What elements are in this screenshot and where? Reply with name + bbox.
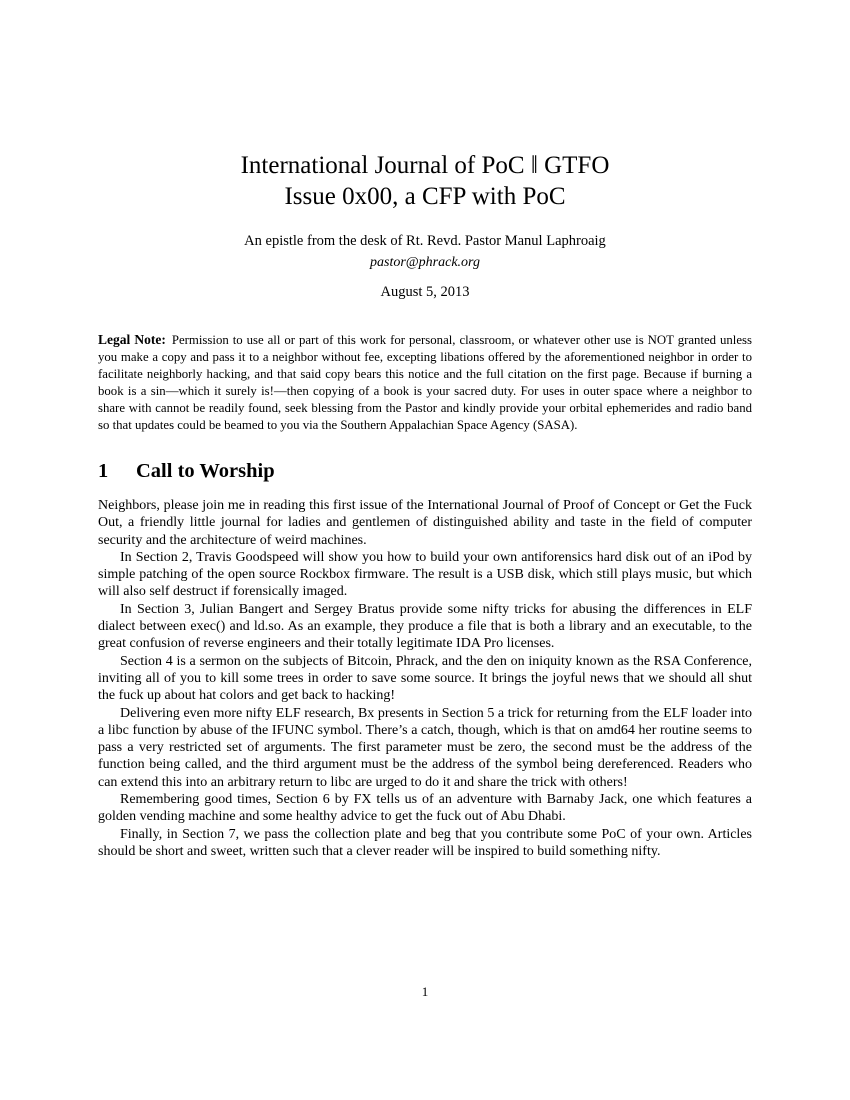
title-block	[98, 150, 752, 212]
section-heading	[98, 458, 752, 484]
journal-title-line1: International Journal of PoC ‖ GTFO	[240, 152, 610, 179]
legal-note	[98, 331, 752, 434]
paragraph: Finally, in Section 7, we pass the collection plate and beg that you contribute some PoC of your own. Articles should be short and sweet, written such that a clever reader will be inspired to build something nifty.	[98, 826, 752, 859]
body-text	[98, 497, 752, 860]
paragraph: In Section 3, Julian Bangert and Sergey Bratus provide some nifty tricks for abusing the differences in ELF dialect between exec() and ld.so. As an example, they produce a file that is both a library and an executable, to the great confusion of reverse engineers and their totally legitimate IDA Pro licenses.	[98, 601, 752, 652]
section-number: 1	[98, 460, 109, 482]
legal-note-label: Legal Note:	[98, 332, 166, 347]
page-number: 1	[421, 984, 429, 999]
paragraph: Remembering good times, Section 6 by FX tells us of an adventure with Barnaby Jack, one which features a golden vending machine and some healthy advice to get the fuck out of Abu Dhabi.	[98, 792, 752, 825]
journal-title-line2: Issue 0x00, a CFP with PoC	[284, 183, 566, 210]
paragraph: In Section 2, Travis Goodspeed will show you how to build your own antiforensics hard disk out of an iPod by simple patching of the open source Rockbox firmware. The result is a USB disk, which still plays music, but which will also self destruct if forensically imaged.	[98, 549, 752, 600]
byline: An epistle from the desk of Rt. Revd. Pastor Manul Laphroaig	[244, 233, 606, 249]
paragraph: Section 4 is a sermon on the subjects of Bitcoin, Phrack, and the den on iniquity known as the RSA Conference, inviting all of you to kill some trees in order to save some source. It brings the joyful news that we should all shut the fuck up about hat colors and get back to hacking!	[98, 653, 752, 704]
author-email: pastor@phrack.org	[370, 255, 480, 270]
paragraph: Neighbors, please join me in reading this first issue of the International Journal of Proof of Concept or Get the Fuck Out, a friendly little journal for ladies and gentlemen of distinguished ability and taste in the field of computer security and the architecture of weird machines.	[98, 498, 752, 548]
section-title: Call to Worship	[136, 460, 275, 482]
publication-date: August 5, 2013	[380, 284, 470, 300]
page-content	[98, 0, 752, 860]
legal-note-text: Permission to use all or part of this work for personal, classroom, or whatever other use is NOT granted unless you make a copy and pass it to a neighbor without fee, excepting libations offered by the aforementioned neighbor in order to facilitate neighborly hacking, and that said copy bears this notice and the full citation on the first page. Because if burning a book is a sin—which it surely is!—then copying of a book is your sacred duty. For uses in outer space where a neighbor to share with cannot be readily found, seek blessing from the Pastor and kindly provide your orbital ephemerides and radio band so that updates could be beamed to you via the Southern Appalachian Space Agency (SASA).	[98, 333, 753, 432]
paragraph: Delivering even more nifty ELF research, Bx presents in Section 5 a trick for returning from the ELF loader into a libc function by abuse of the IFUNC symbol. There’s a catch, though, which is that on amd64 her routine seems to pass a very restricted set of arguments. The first parameter must be zero, the second must be the address of the function being called, and the third argument must be the address of the symbol being dereferenced. Readers who can extend this into an arbitrary return to libc are urged to do it and share the trick with others!	[98, 705, 752, 790]
